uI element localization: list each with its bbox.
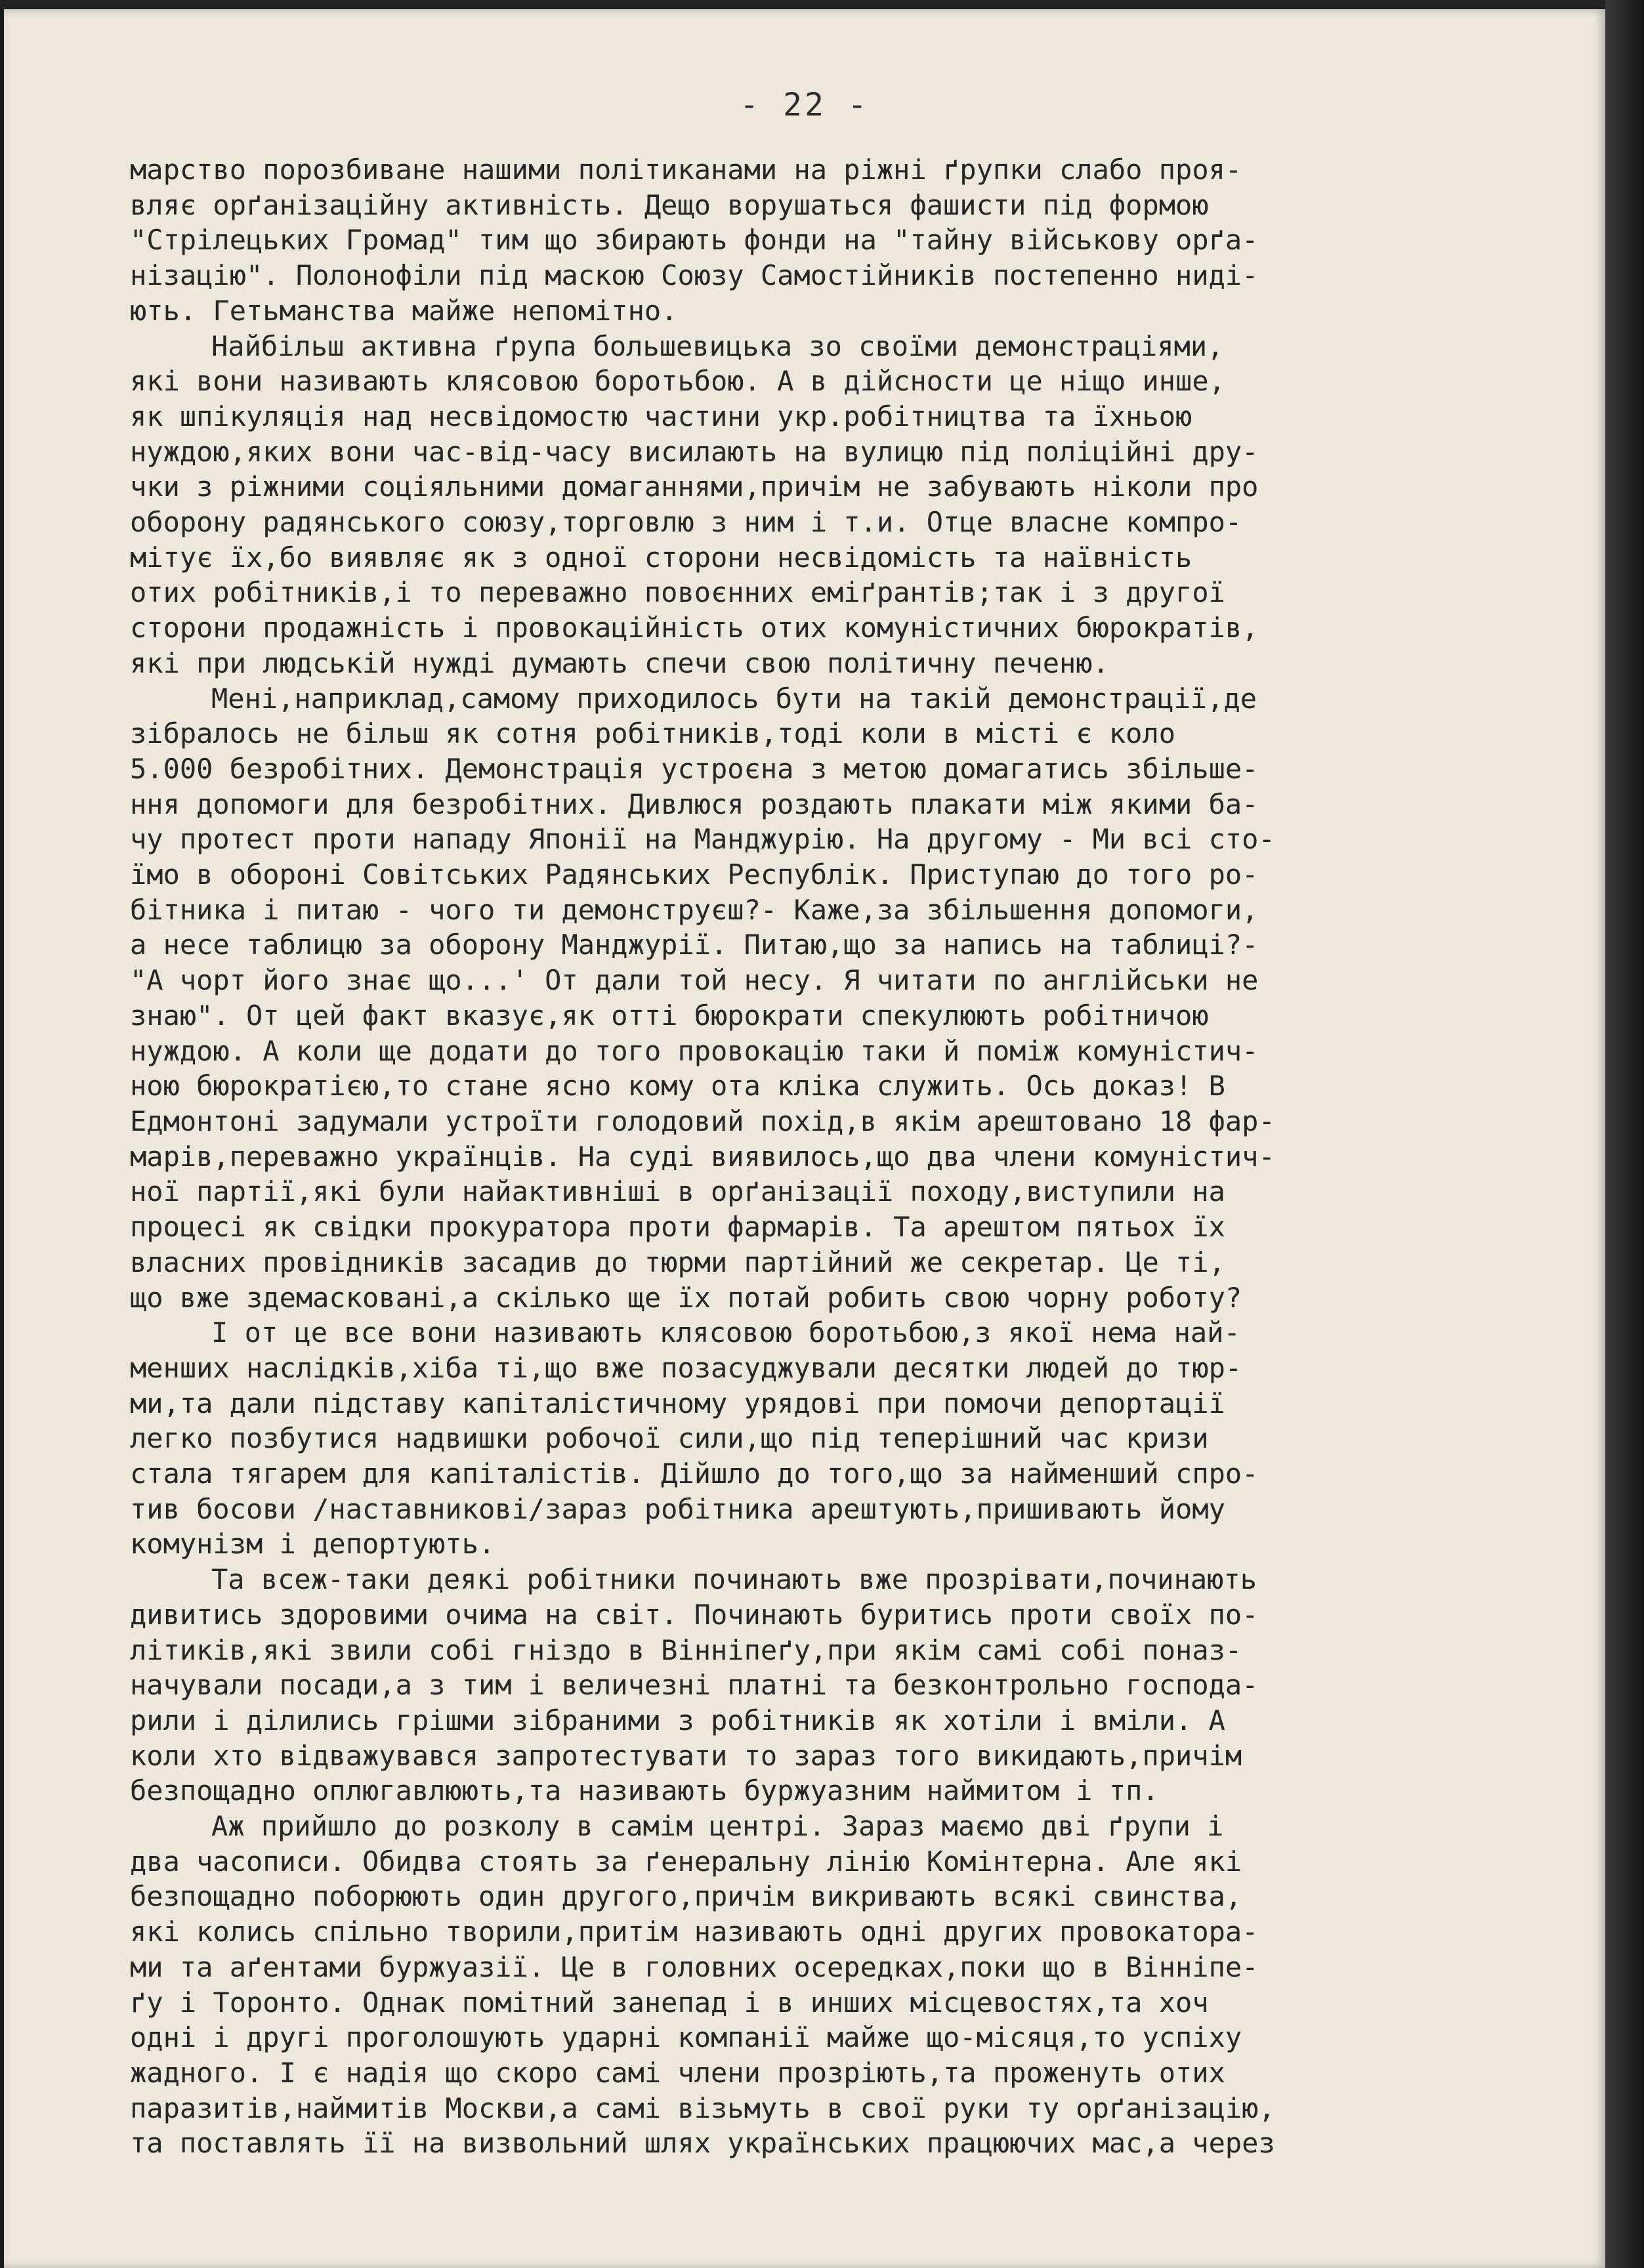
text-line: процесі як свідки прокуратора проти фармарів. Та арештом пятьох їх (130, 1211, 1225, 1244)
text-line: комунізм і депортують. (130, 1528, 495, 1561)
text-line: коли хто відважувався запротестувати то зараз того викидають,причім (130, 1739, 1242, 1772)
text-line: ми,та дали підставу капіталістичному урядові при помочи депортації (130, 1387, 1225, 1419)
text-line: паразитів,наймитів Москви,а самі візьмуть в свої руки ту орґанізацію, (130, 2091, 1275, 2124)
text-line: отих робітників,і то переважно повоєнних еміґрантів;так і з другої (130, 576, 1225, 609)
text-line: стала тягарем для капіталістів. Дійшло до того,що за найменший спро- (130, 1458, 1259, 1490)
text-line: та поставлять її на визвольний шлях українських працюючих мас,а через (130, 2127, 1275, 2160)
text-line: два часописи. Обидва стоять за ґенеральну лінію Комінтерна. Але які (130, 1845, 1242, 1878)
text-line: як шпікуляція над несвідомостю частини укр.робітництва та їхньою (130, 400, 1192, 432)
text-line: тив босови /наставникові/зараз робітника арештують,пришивають йому (130, 1492, 1225, 1525)
text-line: чки з ріжними соціяльними домаганнями,причім не забувають ніколи про (130, 471, 1259, 503)
text-line: Та всеж-таки деякі робітники починають вже прозрівати,починають (211, 1563, 1257, 1596)
text-line: нуждою. А коли ще додати до того провокацію таки й поміж комуністич- (130, 1034, 1259, 1067)
scan-right-edge (1605, 0, 1644, 2268)
document-page (4, 9, 1605, 2268)
text-line: ння допомоги для безробітних. Дивлюся роздають плакати між якими ба- (130, 788, 1259, 820)
text-line: бітника і питаю - чого ти демонструєш?- Каже,за збільшення допомоги, (130, 893, 1259, 926)
text-line: власних провідників засадив до тюрми партійний же секретар. Це ті, (130, 1246, 1225, 1278)
text-line: які вони називають клясовою боротьбою. А в дійсности це ніщо инше, (130, 365, 1225, 398)
text-line: Аж прийшло до розколу в самім центрі. Зараз маємо дві ґрупи і (211, 1810, 1224, 1843)
text-line: начували посади,а з тим і величезні платні та безконтрольно господа- (130, 1669, 1259, 1702)
text-line: марів,переважно українців. На суді виявилось,що два члени комуністич- (130, 1140, 1275, 1173)
text-line: "Стрілецьких Громад" тим що збирають фонди на "тайну військову орґа- (130, 224, 1259, 257)
text-line: рили і ділились грішми зібраними з робітників як хотіли і вміли. А (130, 1704, 1225, 1736)
text-line: Мені,наприклад,самому приходилось бути на такій демонстрації,де (211, 682, 1257, 715)
paragraph-6 (130, 1809, 1515, 2161)
text-line: знаю". От цей факт вказує,як отті бюрократи спекулюють робітничою (130, 999, 1209, 1032)
text-line: літиків,які звили собі гніздо в Вінніпеґу,при якім самі собі поназ- (130, 1633, 1242, 1666)
text-line: безпощадно оплюгавлюють,та називають буржуазним наймитом і тп. (130, 1774, 1159, 1807)
text-line: одні і другі проголошують ударні компанії майже що-місяця,то успіху (130, 2021, 1242, 2054)
text-line: сторони продажність і провокаційність отих комуністичних бюрократів, (130, 612, 1259, 644)
text-line: мітує їх,бо виявляє як з одної сторони несвідомість та наївність (130, 541, 1192, 574)
text-line: їмо в обороні Совітських Радянських Республік. Приступаю до того ро- (130, 858, 1259, 891)
text-line: жадного. І є надія що скоро самі члени прозріють,та проженуть отих (130, 2056, 1225, 2089)
document-text (130, 152, 1515, 2161)
text-line: а несе таблицю за оборону Манджурії. Питаю,що за напись на таблиці?- (130, 929, 1259, 961)
text-line: Едмонтоні задумали устроїти голодовий похід,в якім арештовано 18 фар- (130, 1104, 1275, 1137)
text-line: "А чорт його знає що...' От дали той несу. Я читати по англійськи не (130, 964, 1259, 997)
text-line: які колись спільно творили,притім називають одні других провокатора- (130, 1916, 1259, 1948)
text-line: ґу і Торонто. Однак помітний занепад і в инших місцевостях,та хоч (130, 1986, 1209, 2019)
text-line: нуждою,яких вони час-від-часу висилають на вулицю під поліційні дру- (130, 435, 1259, 468)
text-line: зібралось не більш як сотня робітників,тоді коли в місті є коло (130, 717, 1176, 750)
text-line: марство порозбиване нашими політиканами на ріжні ґрупки слабо проя- (130, 154, 1242, 186)
text-line: безпощадно поборюють один другого,причім викривають всякі свинства, (130, 1880, 1242, 1913)
text-line: менших наслідків,хіба ті,що вже позасуджували десятки людей до тюр- (130, 1351, 1242, 1384)
text-line: Найбільш активна ґрупа большевицька зо своїми демонстраціями, (211, 329, 1224, 362)
text-line: 5.000 безробітних. Демонстрація устроєна з метою домагатись збільше- (130, 752, 1259, 785)
text-line: чу протест проти нападу Японії на Манджурію. На другому - Ми всі сто- (130, 823, 1275, 856)
page-number: - 22 - (740, 87, 870, 123)
text-line: ної партії,які були найактивніші в орґанізації походу,виступили на (130, 1175, 1225, 1208)
paragraph-2 (130, 329, 1515, 681)
text-line: ють. Гетьманства майже непомітно. (130, 294, 678, 327)
text-line: ми та аґентами буржуазії. Це в головних осередках,поки що в Вінніпе- (130, 1950, 1259, 1983)
text-line: оборону радянського союзу,торговлю з ним і т.и. Отце власне компро- (130, 506, 1242, 539)
paragraph-1 (130, 152, 1515, 329)
paragraph-3 (130, 681, 1515, 1316)
scan-top-edge (0, 0, 1644, 9)
text-line: дивитись здоровими очима на світ. Починають буритись проти своїх по- (130, 1598, 1259, 1631)
text-line: які при людській нужді думають спечи свою політичну печеню. (130, 646, 1109, 679)
text-line: легко позбутися надвишки робочої сили,що під теперішний час кризи (130, 1422, 1209, 1455)
text-line: що вже здемасковані,а скілько ще їх потай робить свою чорну роботу? (130, 1281, 1242, 1314)
paragraph-5 (130, 1562, 1515, 1809)
text-line: нізацію". Полонофіли під маскою Союзу Самостійників постепенно ниді- (130, 259, 1259, 292)
text-line: вляє орґанізаційну активність. Дещо ворушаться фашисти під формою (130, 188, 1209, 221)
text-line: І от це все вони називають клясовою боротьбою,з якої нема най- (211, 1316, 1240, 1349)
paragraph-4 (130, 1315, 1515, 1562)
text-line: ною бюрократією,то стане ясно кому ота кліка служить. Ось доказ! В (130, 1070, 1225, 1102)
